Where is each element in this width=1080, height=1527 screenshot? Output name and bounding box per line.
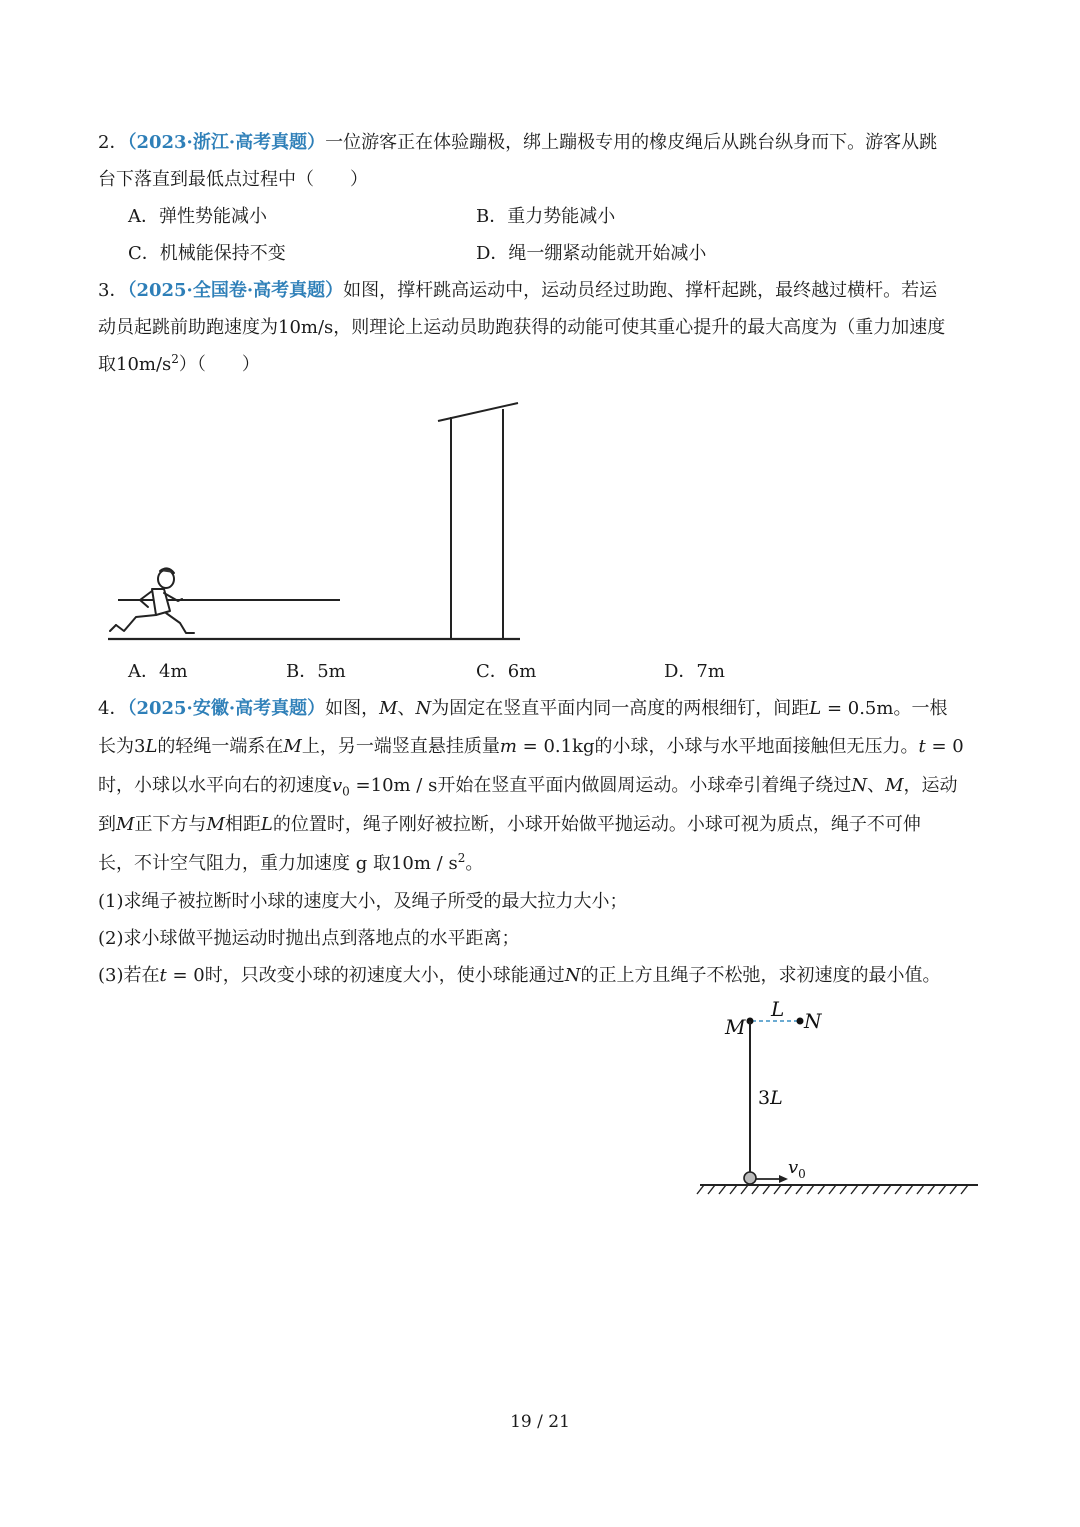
symbol: L xyxy=(809,698,822,719)
hatch-mark xyxy=(851,1185,858,1194)
hatch-mark xyxy=(818,1185,825,1194)
label-3l xyxy=(758,1087,783,1109)
stem-text: 时，小球以水平向右的初速度 xyxy=(98,775,332,796)
hatch-mark xyxy=(873,1185,880,1194)
symbol: M xyxy=(206,814,225,835)
stem-text: 台下落直到最低点过程中（ ） xyxy=(98,169,368,190)
label-v0 xyxy=(788,1157,806,1181)
hatch-mark xyxy=(763,1185,770,1194)
hatch-mark xyxy=(829,1185,836,1194)
hatch-mark xyxy=(961,1185,968,1194)
stem-text: 为固定在竖直平面内同一高度的两根细钉，间距 xyxy=(431,698,810,719)
q2-option-b: B．重力势能减小 xyxy=(476,206,616,227)
q4-stem-line4 xyxy=(98,812,921,838)
stem-text: 长，不计空气阻力，重力加速度 g 取10m / s xyxy=(98,853,458,874)
symbol: t xyxy=(918,736,926,757)
q4-stem-line5 xyxy=(98,851,483,877)
stem-text: 长为3 xyxy=(98,736,146,757)
stem-text: 取10m/s xyxy=(98,354,172,375)
stem-text: = 0.5m。一根 xyxy=(821,698,948,719)
q3-stem-line3 xyxy=(98,352,260,378)
q4-subquestion-1: (1)求绳子被拉断时小球的速度大小，及绳子所受的最大拉力大小； xyxy=(98,891,628,912)
symbol: m xyxy=(499,736,517,757)
stem-text: ，运动 xyxy=(903,775,958,796)
label-3l-number: 3 xyxy=(758,1087,771,1109)
q4-stem-line1 xyxy=(98,696,947,722)
hatch-mark xyxy=(796,1185,803,1194)
pole-vault-figure xyxy=(100,395,530,650)
q3-option-d: D．7m xyxy=(664,661,725,682)
page-number: 19 / 21 xyxy=(510,1412,570,1432)
hatch-mark xyxy=(906,1185,913,1194)
stem-text: 上，另一端竖直悬挂质量 xyxy=(301,736,500,757)
hatch-mark xyxy=(917,1185,924,1194)
q3-stem-line2 xyxy=(98,315,945,341)
stem-text: 如图，撑杆跳高运动中，运动员经过助跑、撑杆起跳，最终越过横杆。若运 xyxy=(343,280,938,301)
arrow-head-icon xyxy=(779,1175,788,1183)
crossbar xyxy=(438,403,518,421)
q3-stem-line1 xyxy=(98,278,937,304)
hatch-mark xyxy=(895,1185,902,1194)
superscript: 2 xyxy=(171,352,179,366)
q3-option-c: C．6m xyxy=(476,661,537,682)
q4-subquestion-3 xyxy=(98,963,940,989)
stem-text: 、 xyxy=(867,775,886,796)
stem-text: 动员起跳前助跑速度为10m/s，则理论上运动员助跑获得的动能可使其重心提升的最大高度为（重力加速度 xyxy=(98,317,946,338)
hatch-mark xyxy=(928,1185,935,1194)
q4-stem-line3 xyxy=(98,773,958,799)
stem-text: 、 xyxy=(397,698,416,719)
hatch-mark xyxy=(939,1185,946,1194)
q4-stem-line2 xyxy=(98,734,964,760)
symbol: M xyxy=(116,814,135,835)
symbol: M xyxy=(885,775,904,796)
q2-stem-line2 xyxy=(98,167,368,193)
question-source: （2025·安徽·高考真题） xyxy=(127,698,326,719)
q4-subquestion-2: (2)求小球做平抛运动时抛出点到落地点的水平距离； xyxy=(98,928,520,949)
label-3l-symbol: L xyxy=(770,1087,783,1109)
hatch-mark xyxy=(708,1185,715,1194)
stem-text: =10m / s开始在竖直平面内做圆周运动。小球牵引着绳子绕过 xyxy=(349,775,852,796)
stem-text: 正下方与 xyxy=(134,814,207,835)
hatch-mark xyxy=(807,1185,814,1194)
symbol: M xyxy=(283,736,302,757)
stem-text: 的轻绳一端系在 xyxy=(157,736,284,757)
question-number: 2． xyxy=(98,132,128,153)
symbol: L xyxy=(260,814,273,835)
symbol: N xyxy=(851,775,868,796)
hatch-mark xyxy=(840,1185,847,1194)
stem-text: ）（ ） xyxy=(178,354,260,375)
stem-text: 如图， xyxy=(325,698,380,719)
hatch-mark xyxy=(884,1185,891,1194)
hatch-mark xyxy=(862,1185,869,1194)
subscript: 0 xyxy=(342,784,350,799)
symbol: N xyxy=(415,698,432,719)
question-number: 3． xyxy=(98,280,128,301)
stem-text: (3)若在 xyxy=(98,965,160,986)
label-v0-symbol: v xyxy=(788,1157,799,1178)
q3-option-a: A．4m xyxy=(128,661,188,682)
hatch-mark xyxy=(950,1185,957,1194)
stem-text: 。 xyxy=(465,853,484,874)
label-n: N xyxy=(804,1009,822,1033)
ball xyxy=(744,1172,756,1184)
nails-rope-figure xyxy=(690,995,990,1205)
stem-text: = 0.1kg的小球，小球与水平地面接触但无压力。 xyxy=(516,736,919,757)
q2-option-d: D．绳一绷紧动能就开始减小 xyxy=(476,243,707,264)
q3-option-b: B．5m xyxy=(286,661,346,682)
question-number: 4． xyxy=(98,698,128,719)
hatch-mark xyxy=(730,1185,737,1194)
stem-text: = 0 xyxy=(925,736,964,757)
question-source: （2025·全国卷·高考真题） xyxy=(127,280,344,301)
stem-text: 相距 xyxy=(224,814,261,835)
label-l: L xyxy=(771,997,785,1021)
hatch-mark xyxy=(785,1185,792,1194)
label-v0-subscript: 0 xyxy=(798,1167,806,1181)
symbol: v xyxy=(332,775,343,796)
hatch-mark xyxy=(697,1185,704,1194)
symbol: N xyxy=(564,965,581,986)
nail-n xyxy=(797,1018,804,1025)
hatch-mark xyxy=(719,1185,726,1194)
ground-hatching xyxy=(697,1185,968,1194)
hatch-mark xyxy=(774,1185,781,1194)
q2-option-a: A．弹性势能减小 xyxy=(128,206,267,227)
stem-text: 的正上方且绳子不松弛，求初速度的最小值。 xyxy=(580,965,941,986)
symbol: M xyxy=(379,698,398,719)
stem-text: 到 xyxy=(98,814,116,835)
q2-stem-line1 xyxy=(98,130,937,156)
symbol: t xyxy=(159,965,167,986)
hatch-mark xyxy=(741,1185,748,1194)
label-m: M xyxy=(725,1015,746,1039)
hatch-mark xyxy=(752,1185,759,1194)
symbol: L xyxy=(145,736,158,757)
q2-option-c: C．机械能保持不变 xyxy=(128,243,286,264)
question-source: （2023·浙江·高考真题） xyxy=(127,132,326,153)
stem-text: 一位游客正在体验蹦极，绑上蹦极专用的橡皮绳后从跳台纵身而下。游客从跳 xyxy=(325,132,938,153)
stem-text: 的位置时，绳子刚好被拉断，小球开始做平抛运动。小球可视为质点，绳子不可伸 xyxy=(272,814,921,835)
superscript: 2 xyxy=(457,851,466,865)
stem-text: = 0时，只改变小球的初速度大小，使小球能通过 xyxy=(166,965,565,986)
